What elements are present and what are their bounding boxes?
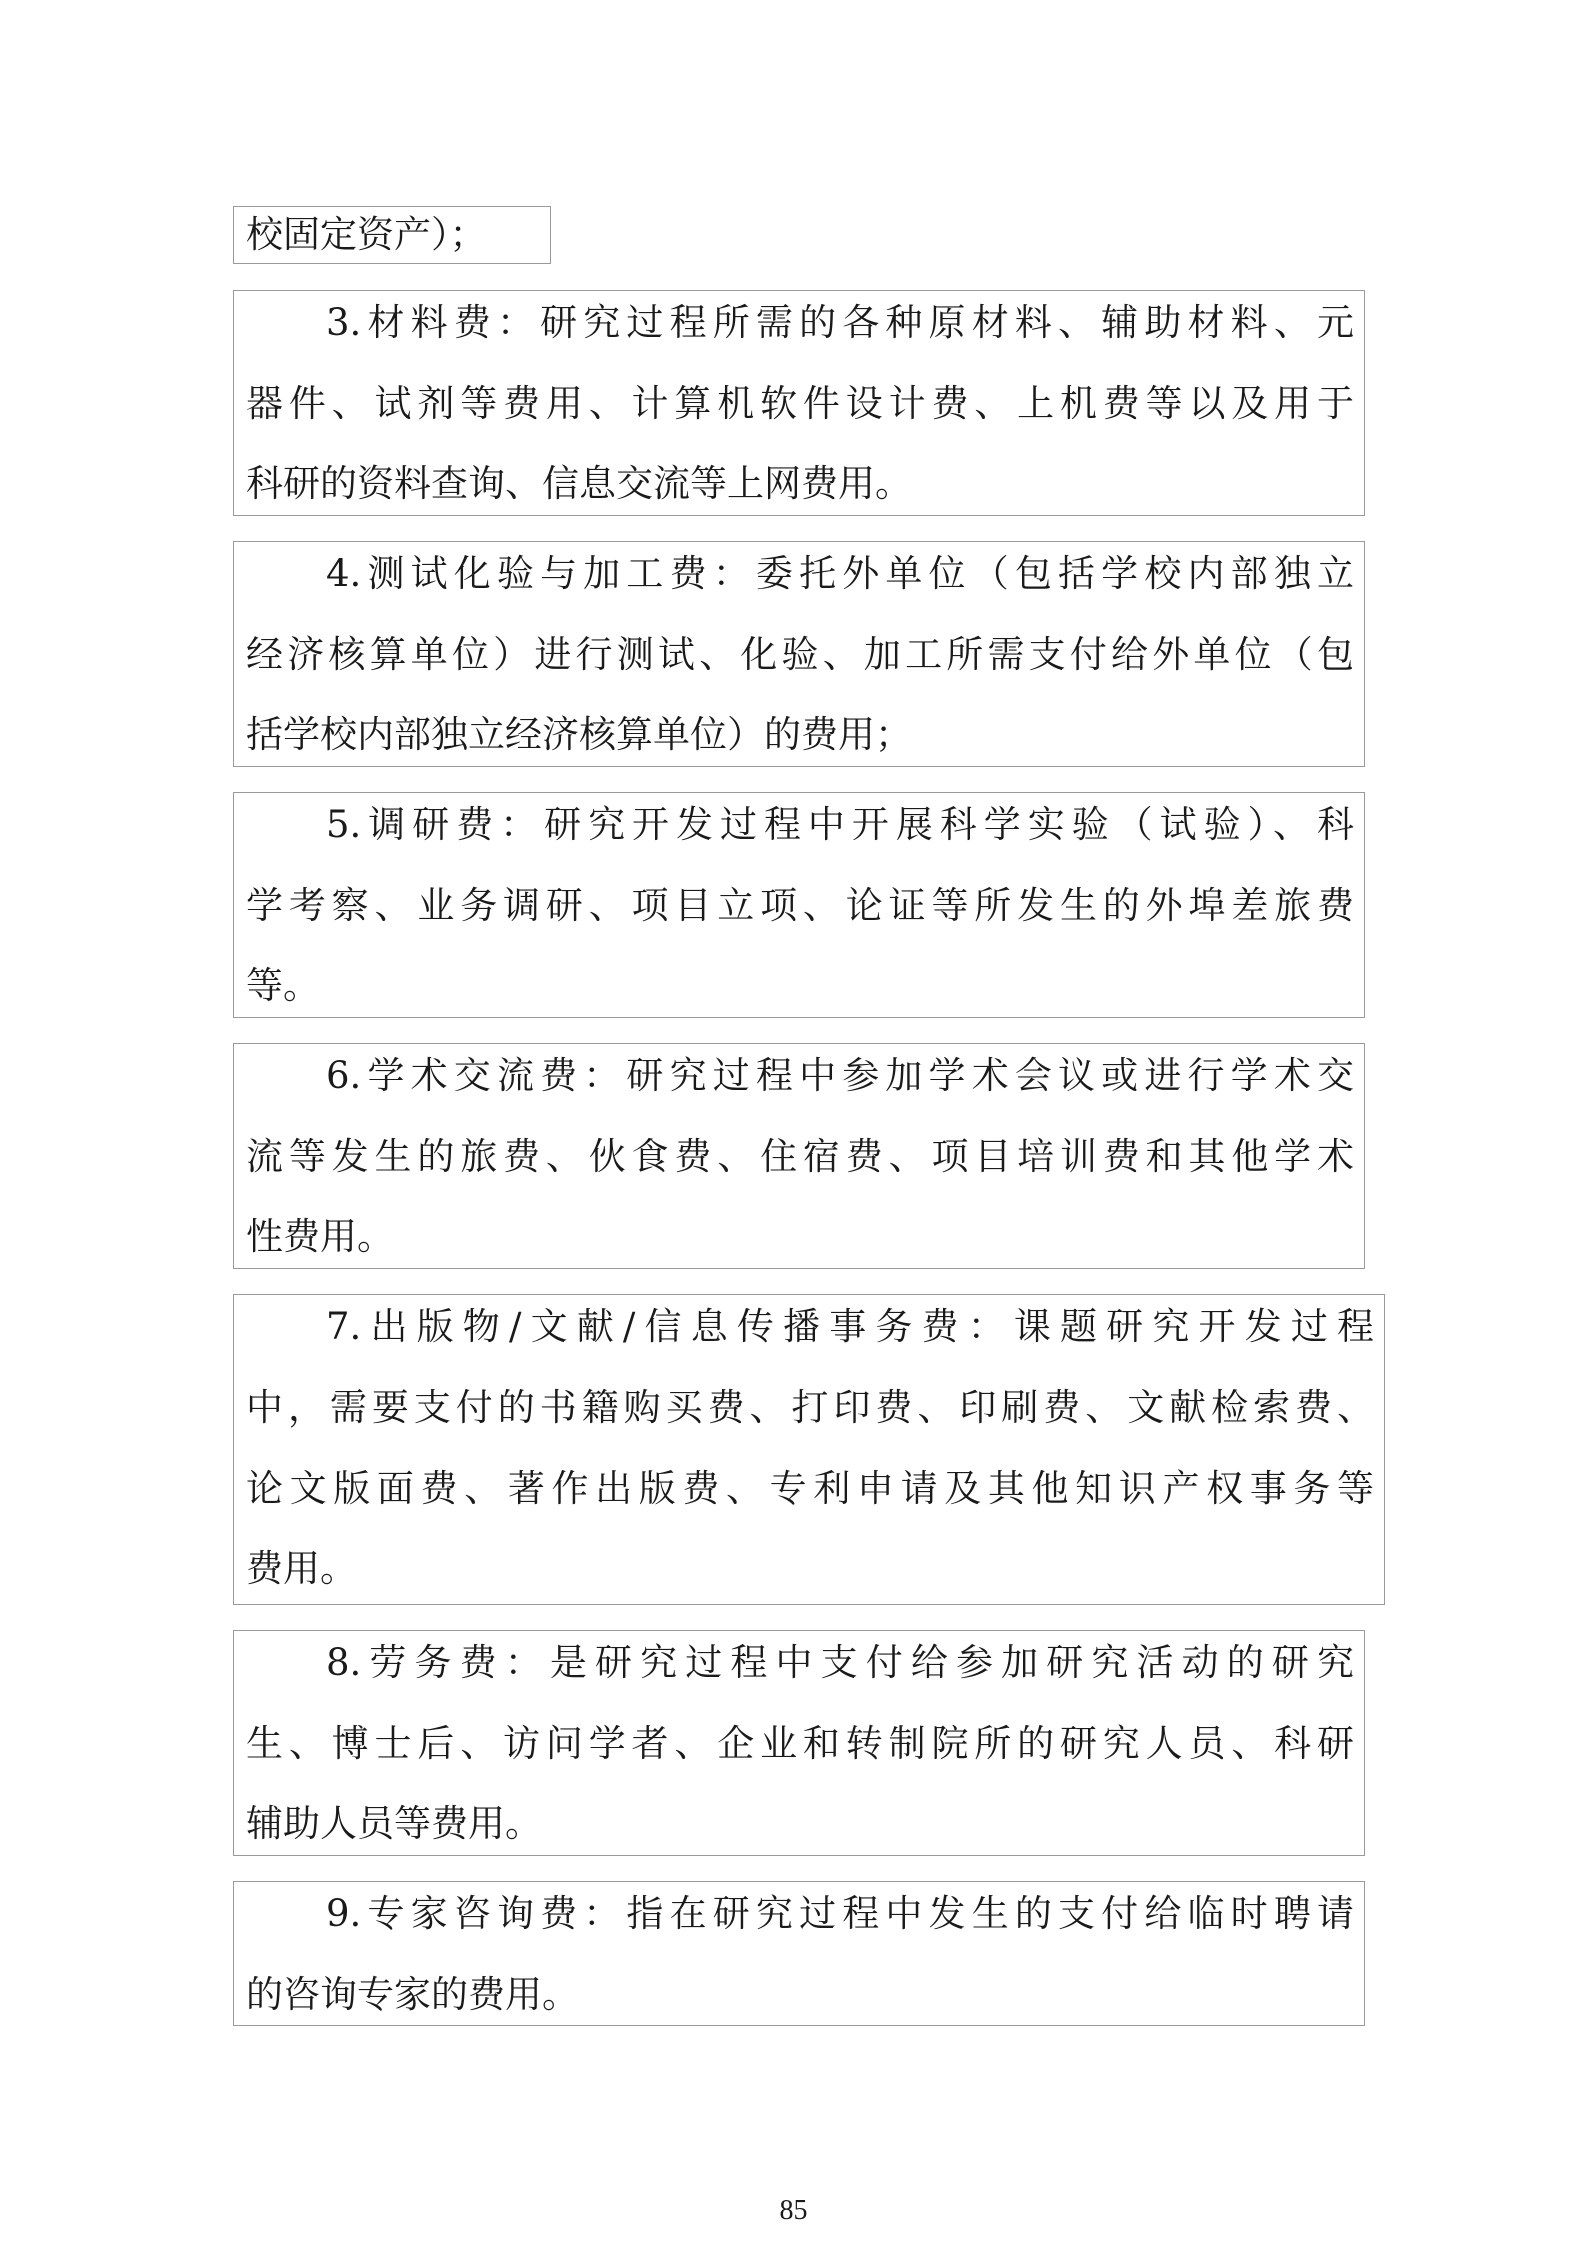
expense-item-publication <box>233 1294 1385 1605</box>
expense-item-materials <box>233 290 1365 516</box>
item-line: 性费用。 <box>246 1215 394 1258</box>
item-line: 论文版面费、著作出版费、专利申请及其他知识产权事务等 <box>246 1467 1374 1510</box>
continuation-fragment-box <box>233 206 551 264</box>
item-line: 4.测试化验与加工费：委托外单位（包括学校内部独立 <box>326 552 1354 595</box>
item-line: 8.劳务费：是研究过程中支付给参加研究活动的研究 <box>326 1641 1354 1684</box>
expense-item-testing <box>233 541 1365 767</box>
item-line: 学考察、业务调研、项目立项、论证等所发生的外埠差旅费 <box>246 884 1354 927</box>
item-line: 7.出版物/文献/信息传播事务费：课题研究开发过程 <box>326 1305 1374 1348</box>
item-line: 5.调研费：研究开发过程中开展科学实验（试验）、科 <box>326 803 1354 846</box>
item-line: 流等发生的旅费、伙食费、住宿费、项目培训费和其他学术 <box>246 1135 1354 1178</box>
item-line: 器件、试剂等费用、计算机软件设计费、上机费等以及用于 <box>246 382 1354 425</box>
item-line: 9.专家咨询费：指在研究过程中发生的支付给临时聘请 <box>326 1892 1354 1935</box>
item-line: 费用。 <box>246 1547 357 1590</box>
expense-item-academic-exchange <box>233 1043 1365 1269</box>
item-line: 6.学术交流费：研究过程中参加学术会议或进行学术交 <box>326 1054 1354 1097</box>
item-line: 括学校内部独立经济核算单位）的费用； <box>246 713 912 756</box>
item-line: 的咨询专家的费用。 <box>246 1973 579 2016</box>
item-line: 经济核算单位）进行测试、化验、加工所需支付给外单位（包 <box>246 633 1354 676</box>
expense-item-expert-consulting <box>233 1881 1365 2026</box>
item-line: 生、博士后、访问学者、企业和转制院所的研究人员、科研 <box>246 1722 1354 1765</box>
item-line: 等。 <box>246 964 320 1007</box>
expense-item-research-trips <box>233 792 1365 1018</box>
item-line: 3.材料费：研究过程所需的各种原材料、辅助材料、元 <box>326 301 1354 344</box>
item-line: 科研的资料查询、信息交流等上网费用。 <box>246 462 912 505</box>
expense-item-labor <box>233 1630 1365 1856</box>
continuation-fragment-text: 校固定资产）； <box>246 213 487 256</box>
item-line: 中，需要支付的书籍购买费、打印费、印刷费、文献检索费、 <box>246 1386 1374 1429</box>
page-number: 85 <box>779 2195 808 2226</box>
item-line: 辅助人员等费用。 <box>246 1802 542 1845</box>
